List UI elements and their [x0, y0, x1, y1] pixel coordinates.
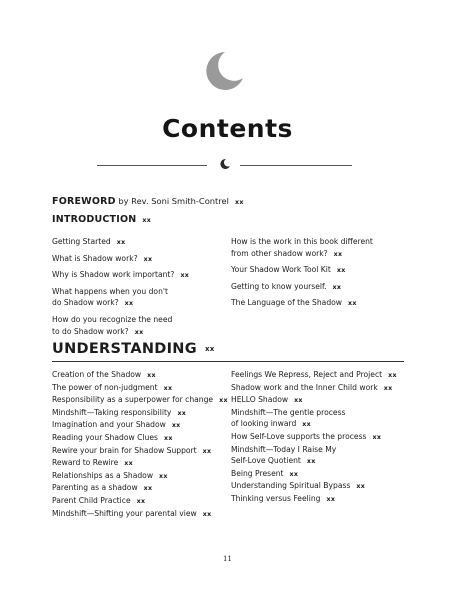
entry-text: Getting to know yourself. — [231, 281, 327, 291]
entry-text: HELLO Shadow — [231, 395, 289, 405]
entry-text: Creation of the Shadow — [52, 370, 142, 379]
toc-entry[interactable] — [52, 482, 228, 495]
entry-text: Getting Started — [52, 237, 111, 246]
toc-entry[interactable] — [231, 493, 397, 506]
entry-text: to do Shadow work? — [52, 326, 129, 336]
entry-text: Responsibility as a superpower for change — [52, 395, 214, 405]
page-ref: xx — [383, 384, 393, 392]
entry-text: Imagination and your Shadow — [52, 420, 166, 430]
page-ref: xx — [124, 460, 134, 468]
page-ref: xx — [116, 239, 126, 246]
toc-entry[interactable] — [231, 444, 397, 456]
page-ref: xx — [326, 495, 336, 503]
toc-entry[interactable] — [52, 495, 228, 508]
entry-text: Feelings We Repress, Reject and Project — [231, 370, 383, 379]
entry-text: How Self-Love supports the process — [231, 431, 367, 441]
section-rule — [52, 361, 404, 362]
page-ref: xx — [333, 250, 343, 258]
toc-entry[interactable] — [52, 297, 189, 310]
entry-byline: by Rev. Soni Smith-Contrel — [115, 196, 229, 206]
entry-text: Thinking versus Feeling — [231, 493, 321, 503]
section-heading-understanding[interactable] — [52, 341, 215, 357]
entry-text: The power of non-judgment — [52, 382, 158, 392]
entry-text: Understanding Spiritual Bypass — [231, 481, 351, 491]
toc-entry[interactable] — [52, 382, 228, 395]
page-ref: xx — [332, 283, 342, 291]
entry-text: Being Present — [231, 468, 284, 478]
page-ref: xx — [124, 300, 134, 308]
small-crescent-moon-icon — [219, 158, 231, 170]
page-ref: xx — [147, 372, 156, 379]
toc-entry[interactable] — [52, 457, 228, 470]
toc-entry[interactable] — [231, 418, 397, 431]
entry-text: Reading your Shadow Clues — [52, 432, 158, 442]
page-ref: xx — [388, 372, 397, 379]
entry-text: Relationships as a Shadow — [52, 470, 154, 480]
page-ref: xx — [142, 217, 152, 224]
page-ref: xx — [177, 409, 187, 417]
entry-text: Rewire your brain for Shadow Support — [52, 445, 197, 455]
toc-entry[interactable] — [52, 269, 189, 282]
page-ref: xx — [204, 345, 215, 353]
section-label: UNDERSTANDING — [52, 341, 197, 357]
toc-entry[interactable] — [52, 314, 189, 326]
page-ref: xx — [143, 485, 153, 493]
entry-text: Shadow work and the Inner Child work — [231, 382, 378, 392]
page-ref: xx — [134, 328, 144, 336]
toc-entry[interactable] — [231, 297, 373, 310]
intro-column-right — [231, 236, 373, 310]
toc-entry[interactable] — [231, 236, 373, 248]
entry-text: How do you recognize the need — [52, 314, 173, 324]
toc-entry[interactable] — [231, 407, 397, 419]
toc-entry[interactable] — [52, 419, 228, 432]
entry-text: What happens when you don't — [52, 286, 168, 296]
toc-entry[interactable] — [231, 394, 397, 407]
entry-text: Reward to Rewire — [52, 458, 119, 468]
toc-entry[interactable] — [231, 455, 397, 468]
entry-text: do Shadow work? — [52, 298, 119, 308]
page-ref: xx — [180, 272, 190, 280]
toc-entry[interactable] — [231, 369, 397, 382]
toc-entry[interactable] — [52, 508, 228, 521]
toc-entry[interactable] — [52, 407, 228, 420]
page-title: Contents — [162, 114, 293, 143]
page-ref: xx — [234, 199, 244, 206]
toc-entry[interactable] — [52, 470, 228, 483]
divider-right — [240, 165, 352, 166]
toc-entry[interactable] — [52, 236, 189, 249]
entry-text: Your Shadow Work Tool Kit — [231, 265, 331, 275]
front-matter — [52, 192, 244, 228]
entry-text: Parenting as a shadow — [52, 483, 138, 493]
page-ref: xx — [163, 384, 173, 392]
toc-entry[interactable] — [231, 480, 397, 493]
page-ref: xx — [143, 255, 153, 263]
page-ref: xx — [348, 300, 357, 308]
page-number: 11 — [223, 555, 232, 563]
page-ref: xx — [302, 421, 312, 429]
toc-entry[interactable] — [231, 248, 373, 261]
entry-text: Why is Shadow work important? — [52, 270, 175, 280]
toc-entry[interactable] — [52, 432, 228, 445]
toc-entry-introduction[interactable] — [52, 210, 244, 228]
page-ref: xx — [306, 458, 316, 466]
crescent-moon-icon — [203, 50, 245, 92]
toc-entry[interactable] — [52, 326, 189, 339]
entry-text: from other shadow work? — [231, 248, 328, 258]
entry-text: How is the work in this book different — [231, 237, 373, 246]
understanding-column-left — [52, 369, 228, 520]
entry-text: Mindshift—Taking responsibility — [52, 407, 172, 417]
entry-text: The Language of the Shadow — [231, 298, 342, 308]
toc-entry[interactable] — [52, 445, 228, 458]
understanding-column-right — [231, 369, 397, 506]
page-ref: xx — [159, 472, 168, 480]
entry-text: of looking inward — [231, 419, 297, 429]
entry-text: Mindshift—Shifting your parental view — [52, 508, 197, 518]
entry-text: Self-Love Quotient — [231, 456, 301, 466]
toc-entry[interactable] — [52, 286, 189, 298]
page-ref: xx — [219, 397, 228, 405]
entry-text: Parent Child Practice — [52, 495, 131, 505]
entry-text: Mindshift—Today I Raise My — [231, 444, 337, 454]
page-ref: xx — [356, 483, 366, 491]
toc-entry[interactable] — [231, 431, 397, 444]
entry-label: FOREWORD — [52, 196, 116, 207]
divider-left — [97, 165, 207, 166]
page-ref: xx — [372, 433, 382, 441]
toc-entry-foreword[interactable] — [52, 192, 244, 210]
page-ref: xx — [289, 470, 299, 478]
toc-entry[interactable] — [231, 468, 397, 481]
page-ref: xx — [202, 510, 212, 518]
entry-text: Mindshift—The gentle process — [231, 407, 346, 417]
page-ref: xx — [336, 267, 346, 275]
toc-entry[interactable] — [52, 369, 228, 382]
toc-entry[interactable] — [231, 382, 397, 395]
page-ref: xx — [294, 397, 303, 405]
toc-entry[interactable] — [231, 281, 373, 294]
intro-column-left — [52, 236, 189, 338]
page-ref: xx — [202, 447, 212, 455]
page-ref: xx — [171, 422, 181, 430]
toc-entry[interactable] — [52, 253, 189, 266]
entry-label: INTRODUCTION — [52, 214, 137, 225]
toc-entry[interactable] — [231, 264, 373, 277]
entry-text: What is Shadow work? — [52, 253, 138, 263]
toc-entry[interactable] — [52, 394, 228, 407]
page-ref: xx — [163, 434, 173, 442]
page-ref: xx — [136, 497, 146, 505]
